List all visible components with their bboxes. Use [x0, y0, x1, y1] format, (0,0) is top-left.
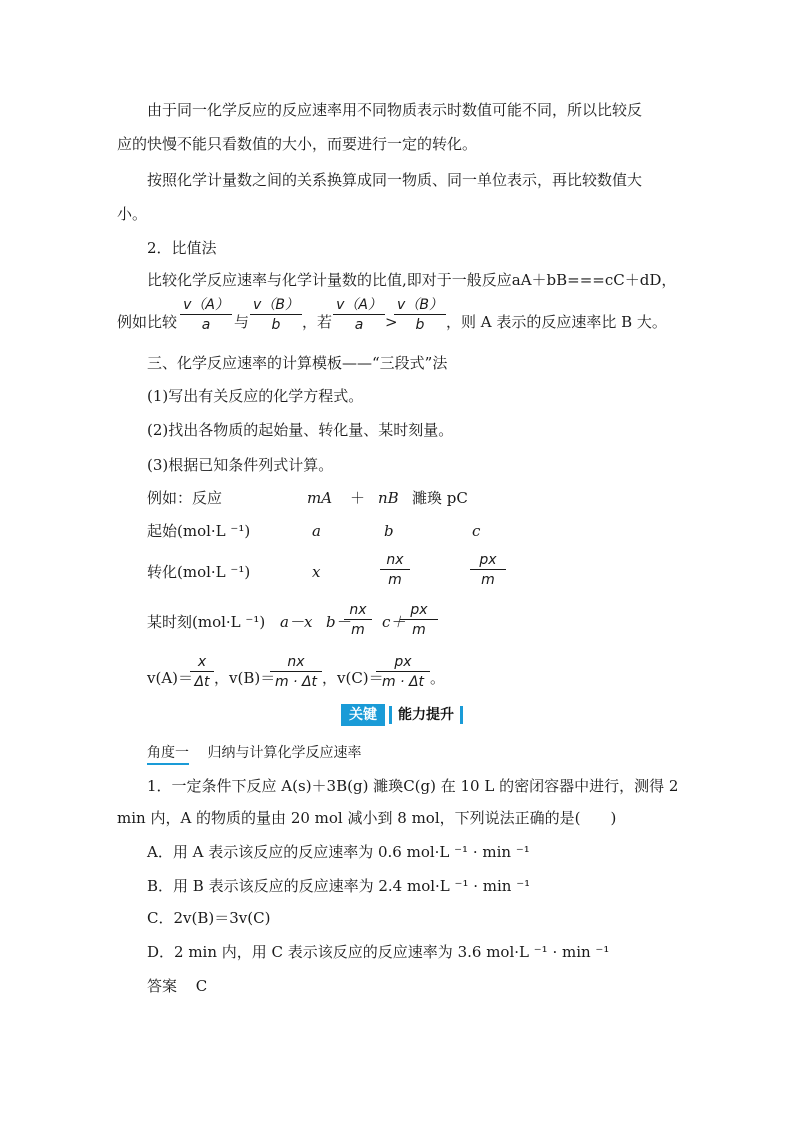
ratio-conclusion: ，则 A 表示的反应速率比 B 大。 [446, 313, 667, 331]
fraction-numerator: nx [380, 553, 410, 570]
section-badge [341, 704, 463, 726]
row-initial-a: a [312, 522, 321, 540]
example-plus: ＋ [350, 489, 366, 507]
fraction-numerator: nx [344, 603, 372, 620]
row-moment-c-fraction [400, 603, 438, 637]
ratio-fraction-a [180, 298, 232, 332]
ratio-fraction-a2 [333, 298, 385, 332]
answer-label: 答案 [147, 977, 178, 995]
ratio-fraction-b2 [394, 298, 446, 332]
row-initial-b: b [384, 522, 394, 540]
row-converted-label: 转化(mol·L ⁻¹) [147, 563, 251, 581]
ratio-heading: 2．比值法 [147, 239, 217, 257]
fraction-numerator: nx [270, 655, 322, 672]
rate-vb-label: ，v(B)＝ [214, 669, 276, 687]
example-reactant-b: nB [378, 489, 399, 507]
fraction-denominator: m [388, 572, 402, 588]
fraction-numerator: px [470, 553, 506, 570]
fraction-denominator: b [415, 317, 425, 333]
row-moment-b-fraction [344, 603, 372, 637]
angle-label: 角度一 [147, 745, 189, 765]
fraction-numerator: v（B） [250, 298, 302, 315]
intro-line-2: 应的快慢不能只看数值的大小，而要进行一定的转化。 [117, 135, 478, 153]
fraction-numerator: v（A） [180, 298, 232, 315]
ratio-fraction-b [250, 298, 302, 332]
fraction-denominator: m · Δt [381, 674, 425, 690]
question-line-1: 1．一定条件下反应 A(s)＋3B(g) 濉瑍C(g) 在 10 L 的密闭容器中进行，测得 2 [147, 777, 679, 795]
fraction-denominator: a [201, 317, 211, 333]
fraction-numerator: px [400, 603, 438, 620]
row-initial-c: c [472, 522, 481, 540]
ratio-with: 与 [234, 313, 250, 331]
rate-vc-label: ，v(C)＝ [322, 669, 384, 687]
option-d: D．2 min 内，用 C 表示该反应的反应速率为 3.6 mol·L ⁻¹ · min ⁻¹ [147, 943, 610, 961]
answer-row [147, 976, 207, 996]
fraction-numerator: v（B） [394, 298, 446, 315]
rate-va-fraction [190, 655, 214, 689]
fraction-denominator: m · Δt [274, 674, 318, 690]
rate-vb-fraction [270, 655, 322, 689]
angle-heading [147, 742, 361, 762]
example-product-c: 濉瑍 pC [412, 489, 468, 507]
example-reactant-a: mA [307, 489, 333, 507]
template-step-2: (2)找出各物质的起始量、转化量、某时刻量。 [147, 421, 454, 439]
fraction-numerator: x [190, 655, 214, 672]
template-step-1: (1)写出有关反应的化学方程式。 [147, 387, 364, 405]
angle-title: 归纳与计算化学反应速率 [207, 745, 362, 761]
row-moment-c: c＋ [382, 613, 406, 631]
section-badge-right: 能力提升 [389, 706, 463, 724]
ratio-example-prefix: 例如比较 [117, 313, 178, 331]
row-moment-a: a－x [280, 613, 313, 631]
row-converted-b-fraction [380, 553, 410, 587]
fraction-denominator: a [354, 317, 364, 333]
fraction-numerator: px [376, 655, 430, 672]
rate-vc-fraction [376, 655, 430, 689]
intro-line-4: 小。 [117, 205, 148, 223]
intro-line-1: 由于同一化学反应的反应速率用不同物质表示时数值可能不同，所以比较反 [147, 101, 643, 119]
section-badge-left: 关键 [341, 704, 385, 726]
option-b: B．用 B 表示该反应的反应速率为 2.4 mol·L ⁻¹ · min ⁻¹ [147, 877, 531, 895]
ratio-gt: > [385, 313, 398, 331]
answer-value: C [195, 977, 208, 995]
intro-line-3: 按照化学计量数之间的关系换算成同一物质、同一单位表示，再比较数值大 [147, 171, 643, 189]
option-a: A．用 A 表示该反应的反应速率为 0.6 mol·L ⁻¹ · min ⁻¹ [147, 843, 530, 861]
template-heading: 三、化学反应速率的计算模板——“三段式”法 [147, 354, 448, 372]
ratio-ruo: ，若 [302, 313, 333, 331]
row-initial-label: 起始(mol·L ⁻¹) [147, 522, 251, 540]
row-moment-label: 某时刻(mol·L ⁻¹) [147, 613, 266, 631]
option-c: C．2v(B)＝3v(C) [147, 909, 271, 927]
row-moment-b: b－ [326, 613, 351, 631]
rate-end: 。 [430, 669, 446, 687]
template-step-3: (3)根据已知条件列式计算。 [147, 456, 334, 474]
fraction-denominator: b [271, 317, 281, 333]
fraction-denominator: m [412, 622, 426, 638]
rate-va-label: v(A)＝ [147, 669, 194, 687]
example-label: 例如：反应 [147, 489, 223, 507]
fraction-denominator: m [351, 622, 365, 638]
fraction-denominator: m [481, 572, 495, 588]
ratio-line-1: 比较化学反应速率与化学计量数的比值,即对于一般反应aA＋bB===cC＋dD， [147, 271, 677, 289]
row-converted-c-fraction [470, 553, 506, 587]
fraction-denominator: Δt [194, 674, 210, 690]
question-line-2: min 内，A 的物质的量由 20 mol 减小到 8 mol，下列说法正确的是( ) [117, 809, 617, 827]
row-converted-a: x [312, 563, 321, 581]
fraction-numerator: v（A） [333, 298, 385, 315]
